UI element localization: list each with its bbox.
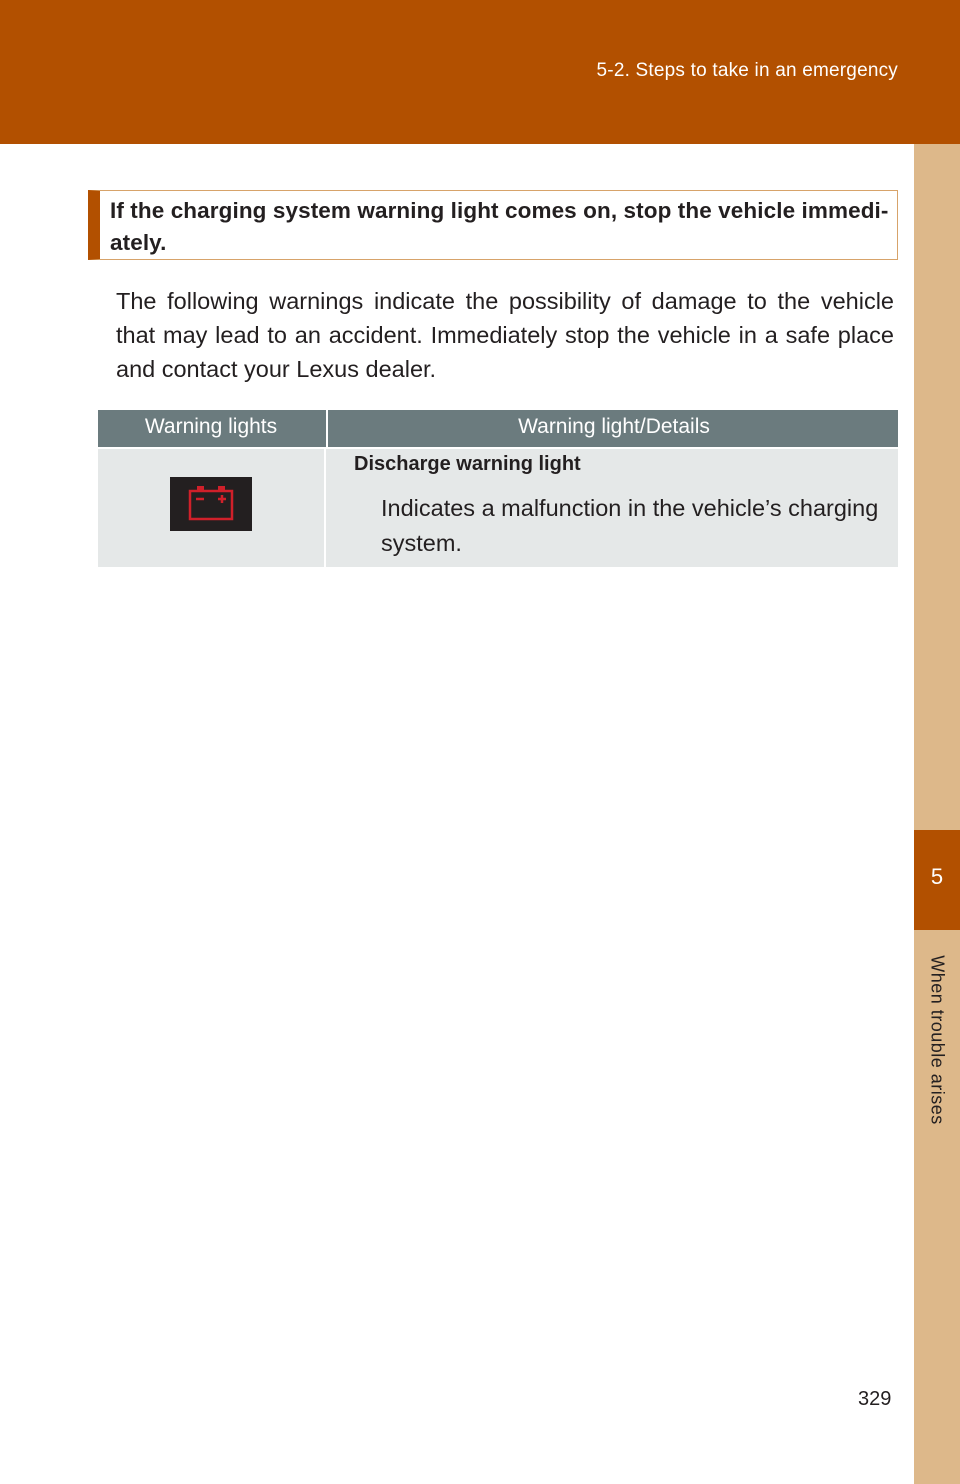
header-warning-lights: Warning lights bbox=[144, 415, 278, 438]
section-title: 5-2. Steps to take in an emergency bbox=[596, 60, 898, 81]
header-warning-details: Warning light/Details bbox=[326, 410, 900, 447]
warning-title: Discharge warning light bbox=[354, 453, 581, 475]
warning-details-cell bbox=[324, 449, 900, 567]
caution-heading: If the charging system warning light comes on, stop the vehicle immedi-ately. bbox=[110, 198, 889, 255]
caution-box bbox=[88, 190, 898, 260]
intro-paragraph: The following warnings indicate the possibility of damage to the vehicle that may lead to an accident. Immediately stop the vehicle in a safe place and contact your Lexus dealer. bbox=[116, 288, 894, 382]
page-header bbox=[0, 0, 960, 144]
table-header-row bbox=[98, 410, 898, 447]
warning-icon-cell bbox=[98, 449, 324, 567]
chapter-number: 5 bbox=[930, 864, 944, 889]
warning-lights-table bbox=[98, 410, 898, 567]
chapter-title: When trouble arises bbox=[927, 955, 948, 1125]
battery-warning-icon bbox=[170, 477, 252, 531]
warning-description: Indicates a malfunction in the vehicle’s charging system. bbox=[381, 495, 879, 556]
table-row bbox=[98, 447, 898, 567]
chapter-side-tab bbox=[914, 144, 960, 1484]
page-number: 329 bbox=[858, 1388, 892, 1410]
